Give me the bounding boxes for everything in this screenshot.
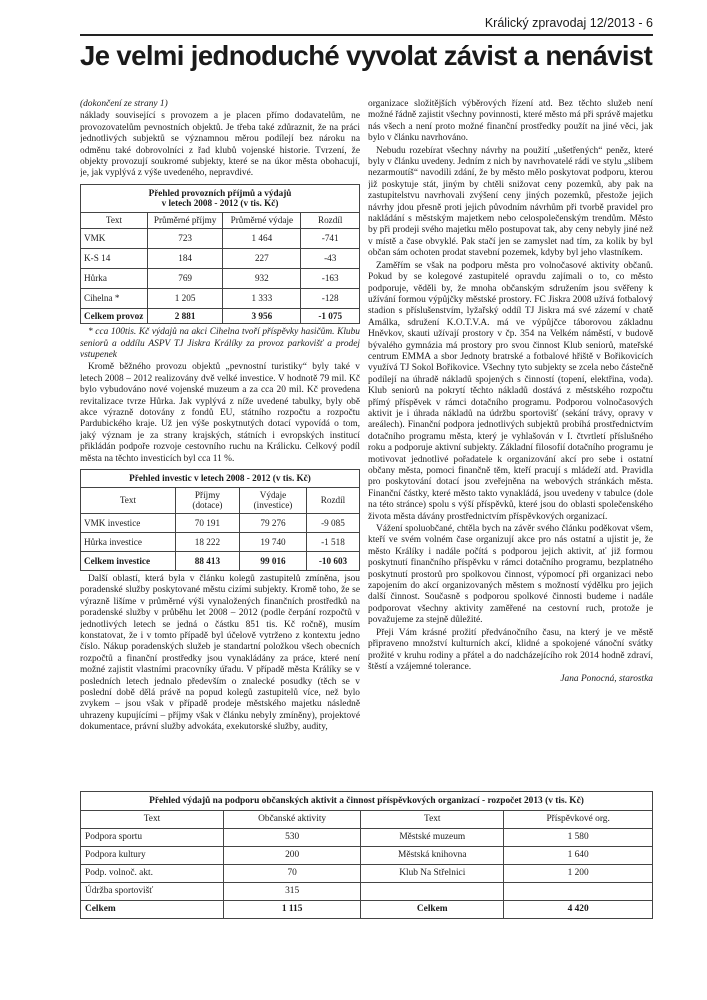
investments-table	[80, 469, 360, 571]
paragraph: Zaměřím se však na podporu města pro volnočasové aktivity občanů. Pokud by se kolegové zastupitelé opravdu zajímali o to, co město podporuje, věděli by, že mnoha občanským sdružením jsou svěřeny k užívání formou výpůjčky městské prostory. FC Jiskra 2008 užívá fotbalový stadion s příslušenstvím, lyžařský oddíl TJ Jiskra má své zázemí v chatě Amálka, sdružení K.O.T.V.A. má ve výpůjčce táborovou základnu Hněvkov, skauti užívají prostory v čp. 354 na Velkém náměstí, v budově bývalého gymnázia má prostory pro svou činnost Klub seniorů, mateřské centrum EMMA a sbor Jednoty bratrské a fotbalové hřiště v Bořikovicích využívá TJ Sokol Bořikovice. Všechny tyto subjekty se zcela nebo částečně podílejí na úhradě nákladů spojených s činností (topení, elektřina, voda). Klub seniorů na pokrytí těchto nákladů dostává z městského rozpočtu přímý příspěvek v rámci dotačního programu. Podporou volnočasových aktivit je i úhrada nákladů na údržbu sportovišť (sekání trávy, opravy v areálech). Finanční podpora jednotlivých subjektů probíhá prostřednictvím dotačního programu města, který je vyhlašován v I. čtvrtletí příslušného roku a podporuje aktivní subjekty. Základní filosofií dotačního programu je motivovat jednotlivé pořadatele k organizování akcí pro sebe i ostatní občany města, pomoci finančně těm, kteří pracují s mládeží atd. Pravidla pro poskytování dotací jsou zveřejněna na webových stránkách města. Finanční částky, které město takto vynakládá, jsou uvedeny v tabulce (dole na této stránce) spolu s výší příspěvků, které jsou do oblasti společenského života města dávány prostřednictvím příspěvkových organizací.	[368, 260, 653, 522]
paragraph: organizace složitějších výběrových řízení atd. Bez těchto služeb není možné řádně zajistit všechny povinnosti, které město má při správě majetku nás všech a není proto možné finanční prostředky použít na jiné věci, jak bylo v článku navrhováno.	[368, 99, 653, 144]
operating-income-table	[80, 184, 360, 324]
budget-table	[80, 791, 653, 919]
left-column	[80, 99, 360, 779]
author-signature: Jana Ponocná, starostka	[560, 674, 653, 685]
table-header-row: Text Občanské aktivity Text Příspěvkové org.	[81, 811, 653, 829]
table-caption: Přehled investic v letech 2008 - 2012 (v tis. Kč)	[81, 470, 360, 488]
table-row: Údržba sportovišť 315	[81, 883, 653, 901]
table-header-row: Text Průměrné příjmy Průměrné výdaje Rozdíl	[81, 213, 360, 229]
table-row: Podpora kultury 200 Městská knihovna 1 640	[81, 847, 653, 865]
table-row: K-S 14 184 227 -43	[81, 248, 360, 268]
table-total-row: Celkem 1 115 Celkem 4 420	[81, 901, 653, 919]
paragraph: Další oblastí, která byla v článku kolegů zastupitelů zmíněna, jsou poradenské služby poskytované městu cizími subjekty. Kromě toho, že se výrazně lišíme v průměrné výši vynaložených finančních prostředků na poradenské služby v průběhu let 2008 – 2012 (podle čerpání rozpočtů v jednotlivých letech se jedná o částku 851 tis. Kč ročně), musím konstatovat, že i v tomto případě byl účelově vytrženo z kontextu jedno číslo. Nákup poradenských služeb je standartní položkou všech obecních rozpočtů a finanční prostředky jsou vynakládány za práce, které není možné zajistit vlastními pracovníky úřadu. V případě města Králíky se v posledních letech jednalo především o znalecké posudky (těch se v poslední době dělá právě na popud kolegů zastupitelů více, než bylo zvykem – jsou však v případě prodeje městského majetku následně uhrazeny kupujícími – příjmy však v článku nebyly zmíněny), projektové dokumentace, právní služby advokáta, exekutorské služby, audity,	[80, 573, 360, 733]
table-row: Cihelna * 1 205 1 333 -128	[81, 288, 360, 308]
article-headline: Je velmi jednoduché vyvolat závist a nenávist	[80, 40, 653, 71]
table-row: VMK investice 70 191 79 276 -9 085	[81, 513, 360, 532]
paragraph: Nebudu rozebírat všechny návrhy na použití „ušetřených“ peněz, které byly v článku uvedeny. Jedním z nich by navrhovatelé rádi ve stylu „slibem nezarmoutíš“ navodili zdání, že by město mělo poskytovat podporu, kterou již poskytuje stát, jiným by chtěli snižovat ceny pozemků, aby pak na zastupitelstvu navrhovali zvýšení ceny jiných pozemků, přestože jejich návrhy jdou přesně proti jejich původním návrhům při tvorbě pravidel pro nakládání s městským majetkem nebo celospolečenským trendům. Město by při prodeji svého majetku mělo postupovat tak, aby ceny nebyly jiné než v místě a čase obvyklé. Pak stačí jen se zamyslet nad tím, za kolik by byl občan sám ochoten prodat stavební pozemek, kdyby byl jeho vlastníkem.	[368, 145, 653, 259]
table-row: VMK 723 1 464 -741	[81, 228, 360, 248]
table-row: Podp. volnoč. akt. 70 Klub Na Střelnici 1 200	[81, 865, 653, 883]
table-row: Hůrka 769 932 -163	[81, 268, 360, 288]
right-column	[368, 99, 653, 775]
table-caption: Přehled provozních příjmů a výdajů v letech 2008 - 2012 (v tis. Kč)	[81, 184, 360, 212]
table-footnote: * cca 100tis. Kč výdajů na akci Cihelna tvoří příspěvky hasičům. Klubu seniorů a oddílu ASPV TJ Jiskra Králíky za provoz parkovišť a prodej vstupenek	[80, 327, 360, 361]
paragraph: Kromě běžného provozu objektů „pevnostní turistiky“ byly také v letech 2008 – 2012 realizovány dvě velké investice. V hodnotě 79 mil. Kč bylo vybudováno nové vojenské muzeum a za cca 20 mil. Kč provedena revitalizace tvrze Hůrka. Jak vyplývá z níže uvedené tabulky, byly obě akce výrazně dotovány z fondů EU, státního rozpočtu a rozpočtu Pardubického kraje. Už jen výše poskytnutých dotací vypovídá o tom, jaký význam je za strany krajských, státních i evropských institucí přikládán podpoře rozvoje cestovního ruchu na Králicku. Celkový podíl města na těchto investicích byl cca 11 %.	[80, 362, 360, 464]
paragraph: Přeji Vám krásné prožití předvánočního času, na který je ve městě připraveno množství kulturních akcí, klidné a spokojené vánoční svátky prožité v kruhu rodiny a přátel a do nadcházejícího rok 2014 hodně zdraví, štěstí a vzájemné tolerance.	[368, 627, 653, 672]
table-total-row: Celkem provoz 2 881 3 956 -1 075	[81, 308, 360, 324]
header-divider	[80, 34, 653, 36]
table-total-row: Celkem investice 88 413 99 016 -10 603	[81, 551, 360, 570]
table-header-row: Text Příjmy (dotace) Výdaje (investice) Rozdíl	[81, 487, 360, 513]
table-row: Podpora sportu 530 Městské muzeum 1 580	[81, 829, 653, 847]
budget-table-section	[80, 791, 653, 919]
table-caption: Přehled výdajů na podporu občanských aktivit a činnost příspěvkových organizací - rozpočet 2013 (v tis. Kč)	[81, 792, 653, 811]
paragraph: Vážení spoluobčané, chtěla bych na závěr svého článku poděkovat všem, kteří ve svém volném čase organizují akce pro nás ostatní a ujistit je, že město Králíky i nadále počítá s podporou jejich aktivit, ať již formou poskytnutí finančního příspěvku v rámci dotačního programu, bezplatného poskytnutí prostorů pro spolkovou činnost, výpomocí při organizaci nebo zapojením do akcí organizovaných městem s možností výdělku pro jejich další činnost. Současně s podporou spolkové činnosti budeme i nadále podporovat všechny aktivity zaměřené na cestovní ruch, protože je považujeme za stejně důležité.	[368, 524, 653, 626]
paragraph: náklady související s provozem a je placen přímo dodavatelům, ne provozovatelům pevnostních objektů. Je třeba také zdůraznit, že na práci jednotlivých subjektů se významnou měrou podílejí bez nároku na odměnu také dobrovolníci z řad klubů vojenské historie. Tvrzení, že objekty provozují soukromé subjekty, které se na úkor města obohacují, je, jak vyplývá z výše uvedeného, nepravdivé.	[80, 111, 360, 179]
issue-header: Králický zpravodaj 12/2013 - 6	[484, 16, 653, 30]
continuation-note: (dokončení ze strany 1)	[80, 99, 168, 109]
table-row: Hůrka investice 18 222 19 740 -1 518	[81, 532, 360, 551]
